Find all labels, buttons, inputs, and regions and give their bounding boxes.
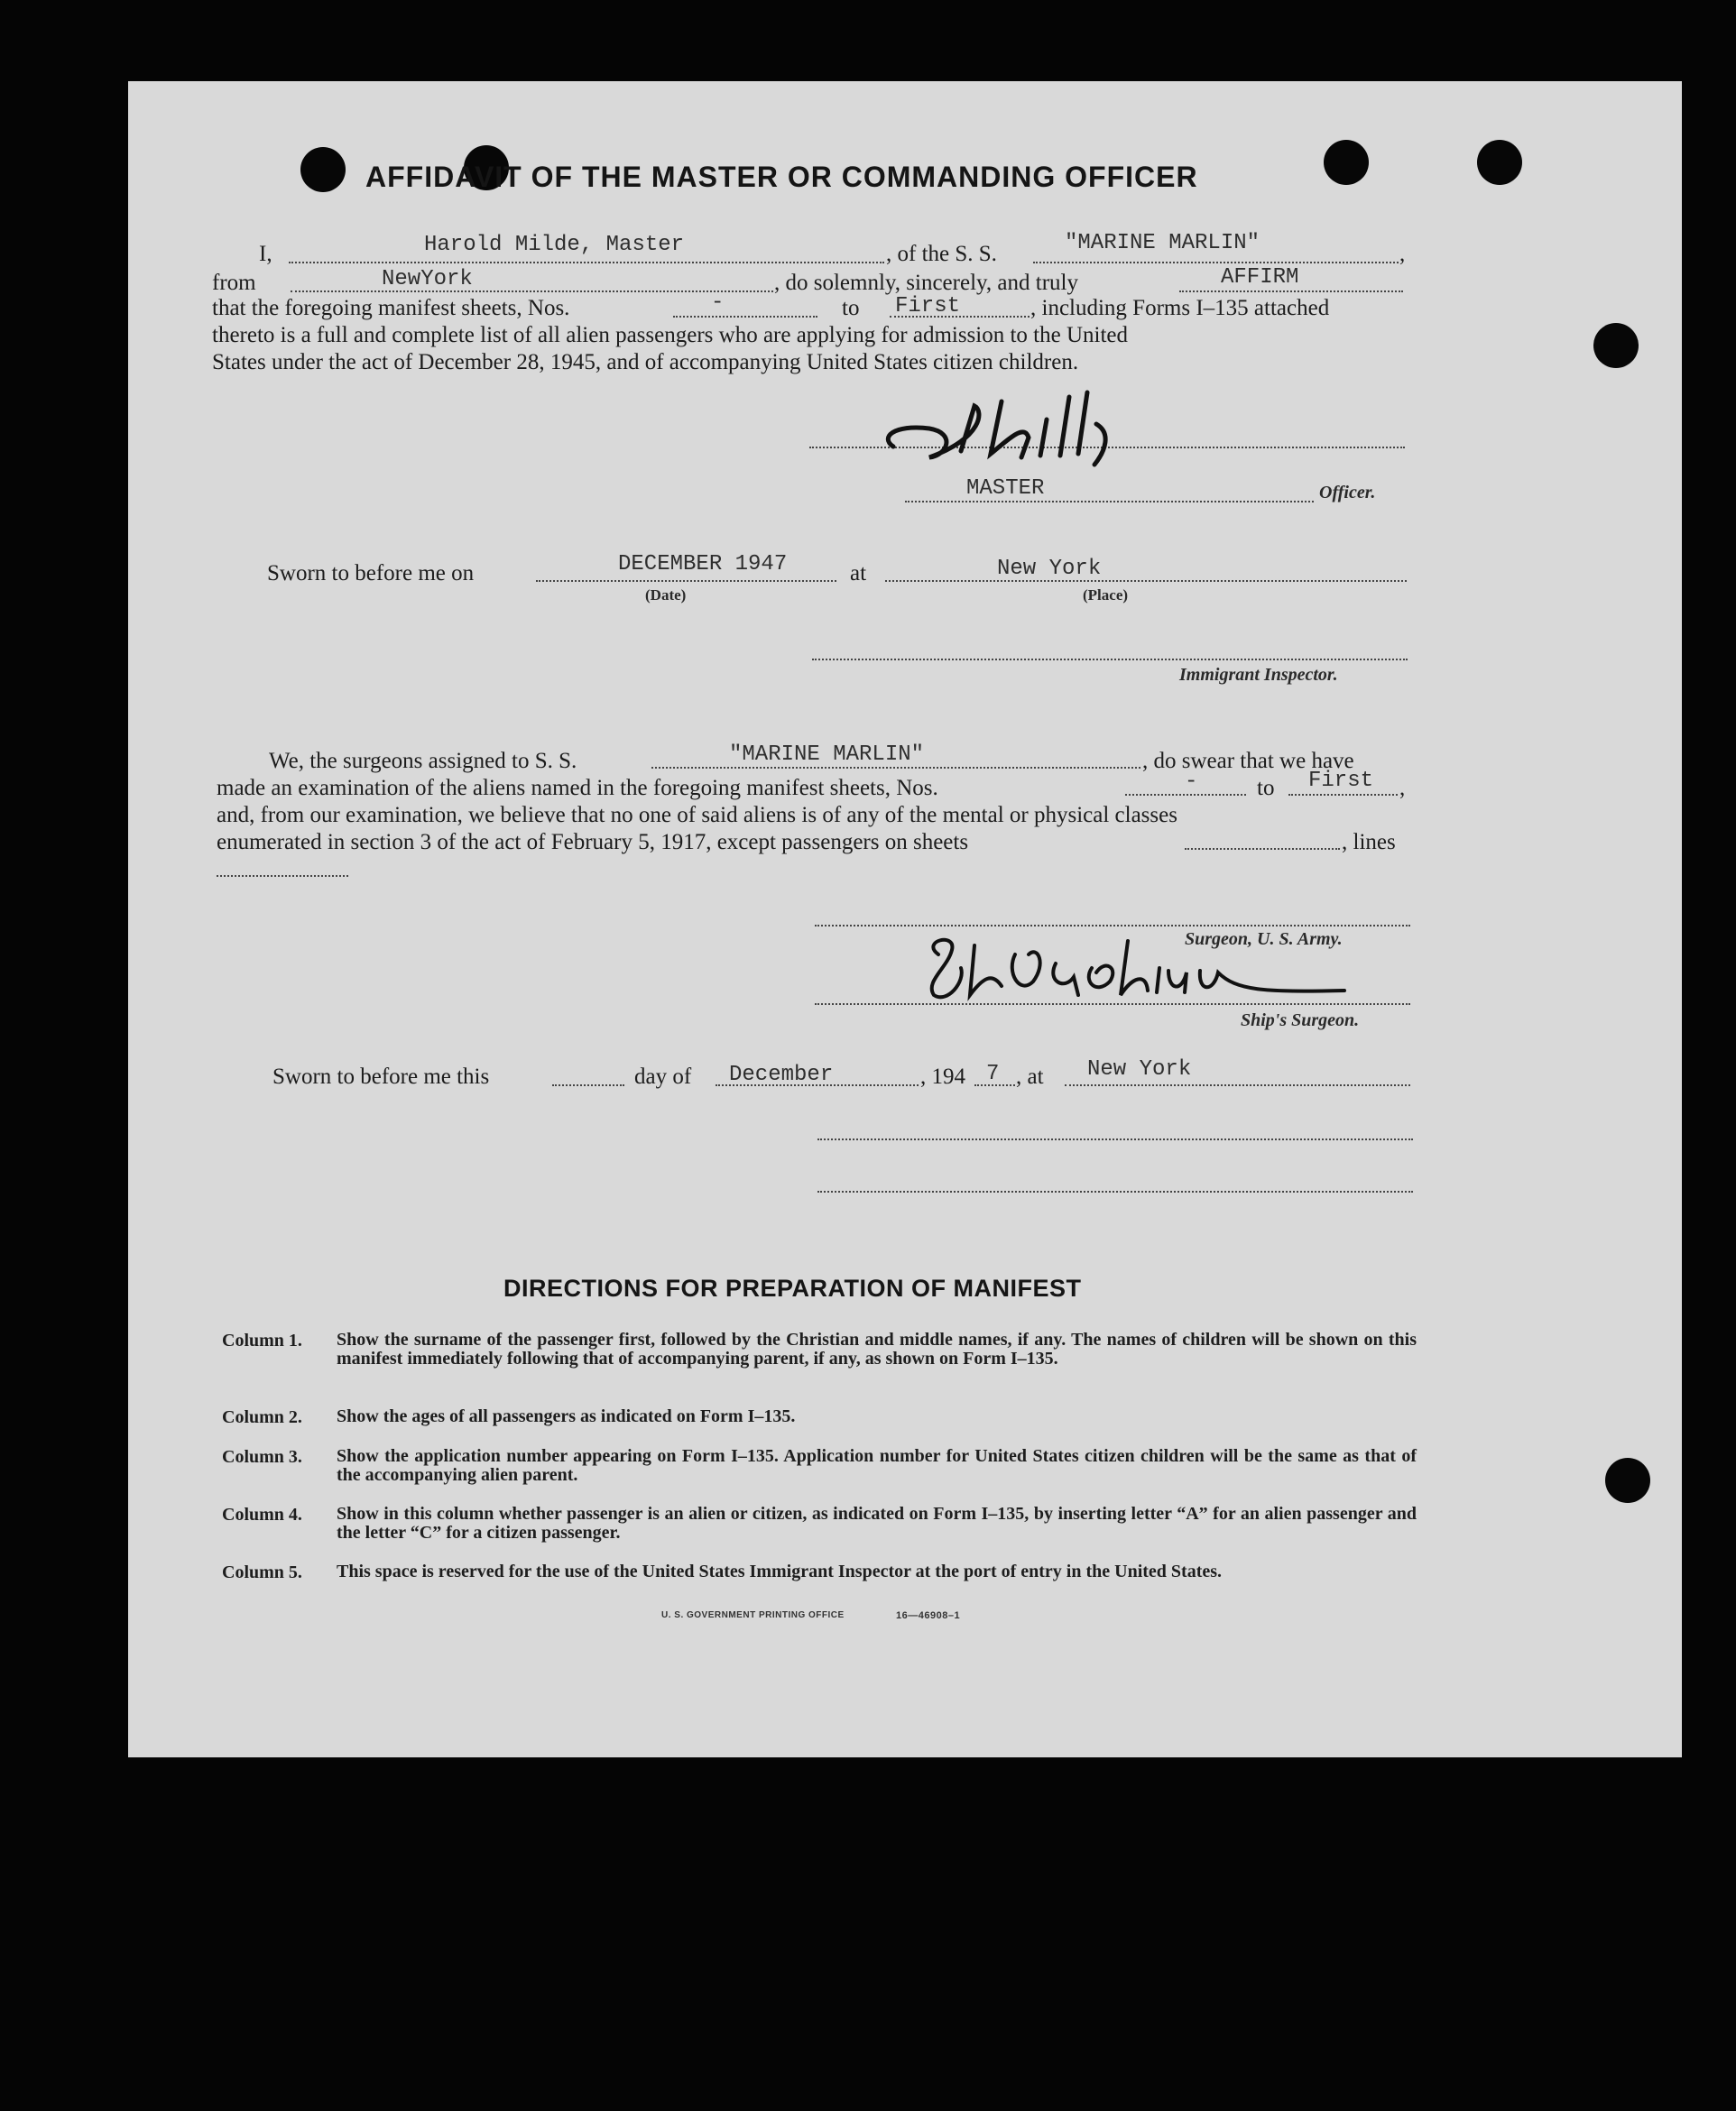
text-from: from <box>212 271 256 295</box>
label-officer: Officer. <box>1319 483 1376 502</box>
label-ships-surgeon: Ship's Surgeon. <box>1241 1010 1360 1030</box>
blank-inspector2-2 <box>817 1191 1413 1193</box>
blank-sworn-place <box>885 580 1407 582</box>
text-including: , including Forms I–135 attached <box>1030 296 1330 320</box>
ships-surgeon-signature <box>911 927 1362 1009</box>
text-affidavit-line4: States under the act of December 28, 1945, and of accompanying United States citizen children. <box>212 350 1079 374</box>
text-solemnly: , do solemnly, sincerely, and truly <box>774 271 1078 295</box>
caption-date: (Date) <box>645 586 687 604</box>
field-nos-from: - <box>711 290 725 315</box>
field-nos-to: First <box>895 294 961 318</box>
blank-surg-nos-from <box>1125 794 1246 796</box>
field-from-port: NewYork <box>382 267 473 291</box>
text-surg-to: to <box>1257 776 1275 800</box>
blank-inspector-signature <box>812 659 1408 660</box>
text-to: to <box>842 296 860 320</box>
text-surgeons: We, the surgeons assigned to S. S. <box>269 749 577 773</box>
dir-text-4: Show in this column whether passenger is an alien or citizen, as indicated on Form I–135, by inserting letter “A” for an alien passenger and the letter “C” for a citizen passenger. <box>337 1504 1417 1543</box>
blank-ships-surgeon <box>815 1003 1410 1005</box>
text-194: , 194 <box>920 1065 965 1089</box>
dir-text-1: Show the surname of the passenger first, followed by the Christian and middle names, if any. The names of children will be shown on this manifest immediately following that of accompanying parent, if any, as shown on Form I–135. <box>337 1330 1417 1369</box>
dir-label-5: Column 5. <box>222 1563 302 1582</box>
text-surg-comma: , <box>1399 776 1406 800</box>
blank-lines <box>217 875 348 877</box>
blank-army-surgeon <box>815 925 1410 926</box>
dir-text-2: Show the ages of all passengers as indicated on Form I–135. <box>337 1406 796 1426</box>
directions-heading: DIRECTIONS FOR PREPARATION OF MANIFEST <box>503 1275 1082 1302</box>
master-signature <box>875 383 1123 474</box>
label-army-surgeon: Surgeon, U. S. Army. <box>1185 929 1343 949</box>
punch-hole-6 <box>1605 1458 1650 1503</box>
footer-form-number: 16—46908–1 <box>896 1610 961 1621</box>
dir-text-5: This space is reserved for the use of the United States Immigrant Inspector at the port of entry in the United States. <box>337 1562 1223 1581</box>
blank-from-port <box>291 290 773 292</box>
dir-label-2: Column 2. <box>222 1407 302 1427</box>
punch-hole-1 <box>300 147 346 192</box>
blank-sworn-date <box>536 580 836 582</box>
text-sworn-on: Sworn to before me on <box>267 561 475 585</box>
field-ship-name: "MARINE MARLIN" <box>1065 231 1260 255</box>
field-surg-nos-to: First <box>1308 769 1374 793</box>
text-at2: , at <box>1016 1065 1044 1089</box>
blank-officer-title <box>905 501 1314 502</box>
punch-hole-3 <box>1324 140 1369 185</box>
field-sworn-place: New York <box>997 557 1102 581</box>
text-manifest-sheets: that the foregoing manifest sheets, Nos. <box>212 296 570 320</box>
field-place2: New York <box>1087 1057 1192 1082</box>
text-affidavit-line3: thereto is a full and complete list of all alien passengers who are applying for admission to the United <box>212 323 1129 347</box>
text-enumerated: enumerated in section 3 of the act of February 5, 1917, except passengers on sheets <box>217 830 969 854</box>
field-month: December <box>729 1063 834 1087</box>
footer-printer: U. S. GOVERNMENT PRINTING OFFICE <box>661 1610 845 1620</box>
blank-master-name <box>289 262 884 263</box>
text-day-of: day of <box>634 1065 692 1089</box>
caption-place: (Place) <box>1083 586 1129 604</box>
blank-sheets <box>1185 848 1340 850</box>
field-surg-nos-from: - <box>1185 770 1198 794</box>
field-year-digit: 7 <box>986 1062 1000 1086</box>
field-officer-title: MASTER <box>966 476 1045 501</box>
page-title: AFFIDAVIT OF THE MASTER OR COMMANDING OFFICER <box>365 161 1198 193</box>
blank-ship-name <box>1033 262 1399 263</box>
blank-nos-from <box>673 316 817 318</box>
text-of-ss: , of the S. S. <box>886 242 997 266</box>
text-surgeons-line3: and, from our examination, we believe that no one of said aliens is of any of the mental or physical classes <box>217 803 1177 827</box>
dir-label-4: Column 4. <box>222 1505 302 1525</box>
text-at: at <box>850 561 867 585</box>
text-swear: , do swear that we have <box>1142 749 1354 773</box>
punch-hole-4 <box>1477 140 1522 185</box>
field-affirm: AFFIRM <box>1221 265 1299 290</box>
blank-inspector2-1 <box>817 1138 1413 1140</box>
text-lines: , lines <box>1342 830 1396 854</box>
field-sworn-date: DECEMBER 1947 <box>618 552 788 576</box>
dir-label-1: Column 1. <box>222 1331 302 1350</box>
field-surgeons-ship: "MARINE MARLIN" <box>729 742 925 767</box>
text-sworn-this: Sworn to before me this <box>272 1065 490 1089</box>
blank-day <box>552 1084 624 1086</box>
label-immigrant-inspector: Immigrant Inspector. <box>1179 665 1338 685</box>
punch-hole-5 <box>1593 323 1639 368</box>
blank-affirm <box>1179 290 1403 292</box>
field-master-name: Harold Milde, Master <box>424 233 685 257</box>
blank-surg-nos-to <box>1288 794 1398 796</box>
dir-text-3: Show the application number appearing on Form I–135. Application number for United States citizen children will be the same as that of the accompanying alien parent. <box>337 1446 1417 1485</box>
dir-label-3: Column 3. <box>222 1447 302 1467</box>
text-comma: , <box>1399 242 1406 266</box>
blank-place2 <box>1065 1084 1410 1086</box>
blank-surgeons-ship <box>651 767 1140 769</box>
text-made-exam: made an examination of the aliens named in the foregoing manifest sheets, Nos. <box>217 776 938 800</box>
text-i: I, <box>259 242 272 266</box>
